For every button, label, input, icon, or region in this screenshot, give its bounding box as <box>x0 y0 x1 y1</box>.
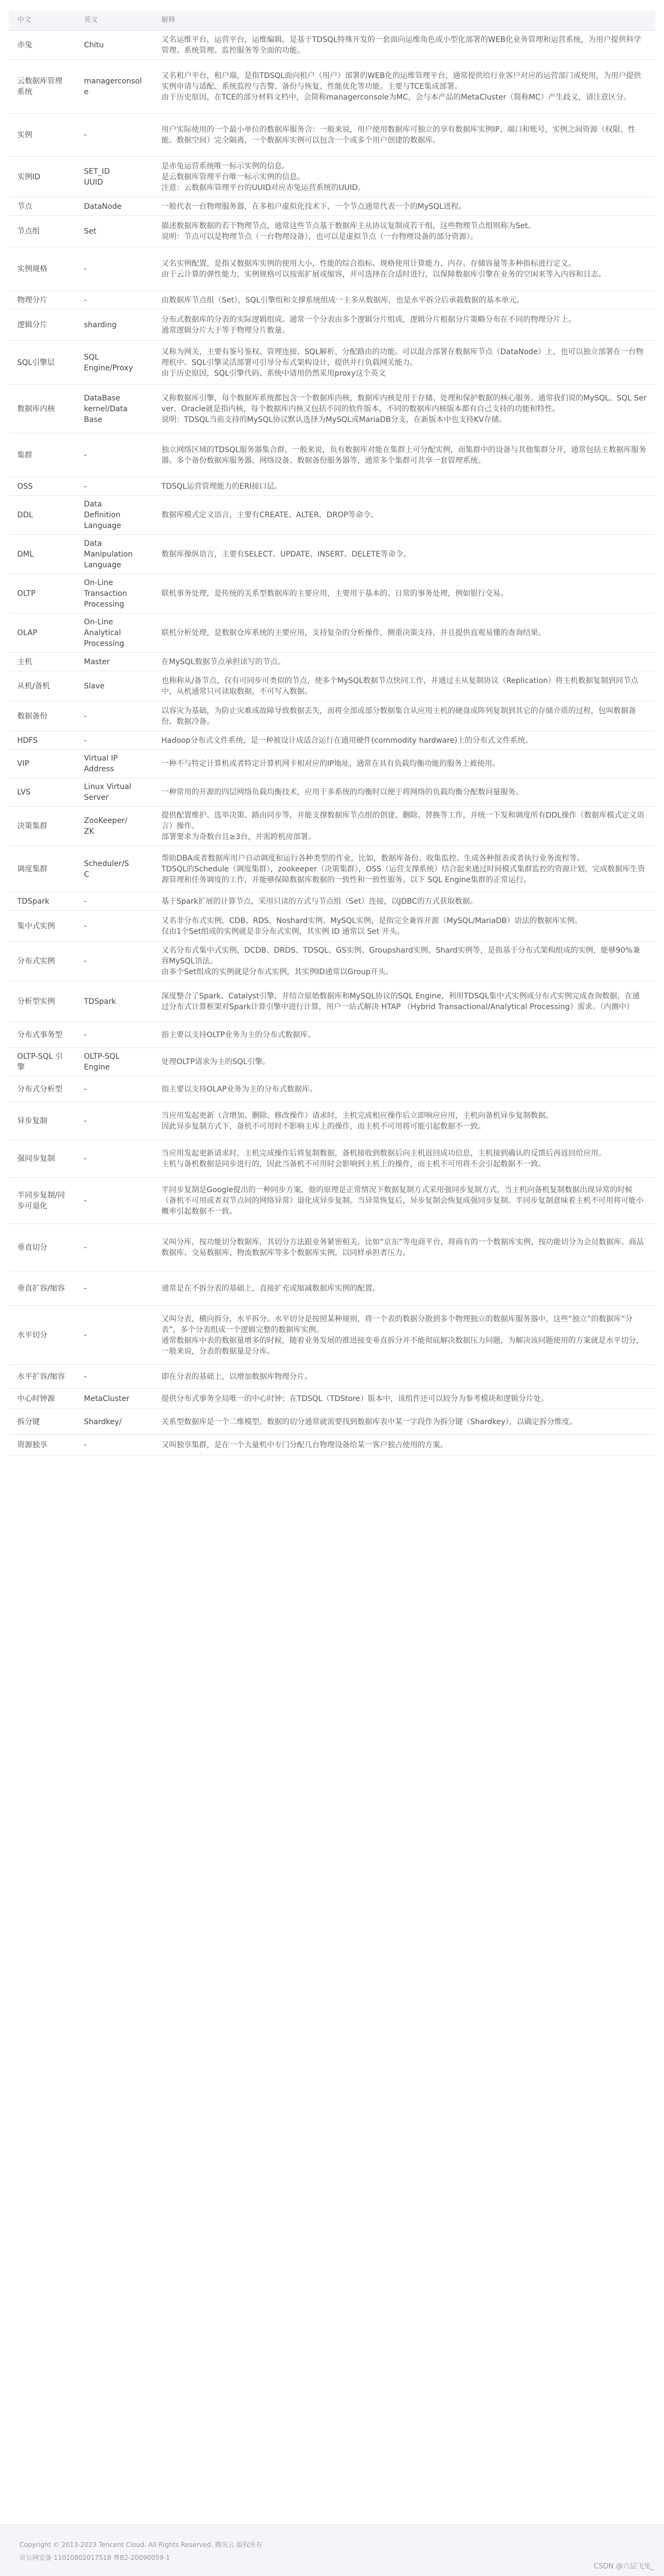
english-cell: - <box>75 433 153 477</box>
english-cell: - <box>75 1306 153 1365</box>
explanation-line: TDSQL运营管理能力的ERI接口层。 <box>161 482 282 491</box>
explanation-line: 通常逻辑分片大于等于物理分片数量。 <box>161 326 289 335</box>
copyright-text: Copyright © 2013-2023 Tencent Cloud. All Rights Reserved. 腾讯云 版权所有 <box>19 2541 263 2549</box>
table-row <box>9 750 655 778</box>
table-row <box>9 1178 655 1224</box>
explanation-line: 一般代表一台物理服务器，在多租户虚拟化技术下，一个节点通常代表一个的MySQL进程。 <box>161 202 467 211</box>
explanation-cell <box>153 750 655 778</box>
term-cell: HDFS <box>9 731 75 750</box>
table-row <box>9 1435 655 1455</box>
table-row <box>9 911 655 942</box>
explanation-line: 由数据库节点组（Set），SQL引擎组和支撑系统组成一主多从数据库，也是水平拆分后承载数据的基本单元。 <box>161 295 524 305</box>
explanation-line: 帮助DBA或者数据库用户自动调度和运行各种类型的作业，比如，数据库备份、收集监控、生成各种报表或者执行业务流程等。 <box>161 854 584 863</box>
explanation-line: 仅由1个Set组成的实例就是非分布式实例，其实例 ID 通常以 Set 开头。 <box>161 927 405 936</box>
explanation-line: 部署要求为奇数台且≥3台，并需跨机房部署。 <box>161 833 316 841</box>
table-row <box>9 31 655 60</box>
explanation-line: 通常是在不拆分表的基础上，直接扩充或缩减数据库实例的配置。 <box>161 1284 380 1293</box>
english-cell: - <box>75 247 153 291</box>
explanation-cell <box>153 247 655 291</box>
table-row <box>9 701 655 731</box>
english-cell: ZooKeeper/ ZK <box>75 807 153 846</box>
english-cell: - <box>75 291 153 309</box>
explanation-line: 联机分析处理，是数据仓库系统的主要应用，支持复杂的分析操作，侧重决策支持，并且提供直观易懂的查询结果。 <box>161 629 546 637</box>
explanation-line: 又称数据库引擎，每个数据库系统都包含一个数据库内核，数据库内核是用于存储、处理和保护数据的核心服务。通常我们说的MySQL、SQL Server、Oracle就是指内核，每个数据库内核又包括不同的软件版本，不同的数据库内核版本都有自己支持的功能和特性。 <box>161 393 647 413</box>
term-cell: 数据备份 <box>9 701 75 731</box>
explanation-line: 因此异步复制方式下，备机不可用时不影响主库上的操作，而主机不可用将可能引起数据不一致。 <box>161 1122 485 1131</box>
english-cell: - <box>75 1178 153 1224</box>
explanation-cell <box>153 114 655 157</box>
english-cell: - <box>75 1140 153 1178</box>
explanation-cell <box>153 653 655 671</box>
explanation-line: TDSQL的Schedule（调度集群），zookeeper（决策集群），OSS（运营支撑系统）结合起来通过时间模式集群监控的资源计划，完成数据库生资源管理和任务调度的工作，并能够保障数据库数据的一致性和一致性服务。以下 SQL Engine集群的正常运行。 <box>161 864 645 884</box>
english-cell: - <box>75 892 153 911</box>
term-cell: TDSpark <box>9 892 75 911</box>
explanation-cell <box>153 1048 655 1076</box>
explanation-cell <box>153 731 655 750</box>
table-row <box>9 496 655 535</box>
table-row <box>9 198 655 216</box>
explanation-cell <box>153 1140 655 1178</box>
english-cell: DataBase kernel/Data Base <box>75 385 153 433</box>
explanation-cell <box>153 433 655 477</box>
explanation-line: 由于历史原因，在TCE的部分材料文档中，会简称managerconsole为MC，会与本产品的MetaCluster（简称MC）产生歧义，请注意区分。 <box>161 93 631 102</box>
table-row <box>9 433 655 477</box>
explanation-line: 由于历史原因，SQL引擎代码、系统中请用仍然采用proxy这个英文 <box>161 369 386 378</box>
table-row <box>9 1306 655 1365</box>
explanation-line: 独立网络区域的TDSQL服务器集合群，一般来说，负有数据库对能在集群上可分配实例，而集群中的设备与其他集群分开，通常包括主数据库服务器、多个备份数据库服务器、网络设备、数据备份服务器等，通常多个集群可共享一套管理系统。 <box>161 445 647 465</box>
table-row <box>9 1048 655 1076</box>
explanation-line: 半同步复制是Google提出的一种同步方案，他的原理是正常情况下数据复制方式采用强同步复制方式，当主机向备机复制数据出现异常的时候（备机不可用或者双节点间的网络异常）退化成异步复制。当异常恢复后，异步复制会恢复成强同步复制。半同步复制意味着主机不可用将可能小概率引起数据不一致。 <box>161 1185 644 1216</box>
explanation-cell <box>153 1076 655 1102</box>
explanation-cell <box>153 892 655 911</box>
english-cell: managerconsole <box>75 60 153 114</box>
icp-license-text: 京公网安备 11010802017518 粤B2-20090059-1 <box>19 2554 170 2561</box>
term-cell: 集中式实例 <box>9 911 75 942</box>
watermark-text: CSDN @六层飞兔_ <box>594 2563 654 2571</box>
english-cell: - <box>75 731 153 750</box>
term-cell: DML <box>9 535 75 574</box>
english-cell: Slave <box>75 671 153 701</box>
english-cell: DataNode <box>75 198 153 216</box>
term-cell: 中心时钟源 <box>9 1389 75 1409</box>
explanation-line: 处理OLTP请求为主的SQL引擎。 <box>161 1058 270 1066</box>
english-cell: OLTP-SQL Engine <box>75 1048 153 1076</box>
table-row <box>9 846 655 892</box>
table-row <box>9 981 655 1022</box>
table-row <box>9 291 655 309</box>
english-cell: - <box>75 1102 153 1140</box>
explanation-line: 又名运维平台，运营平台，运维编辑，是基于TDSQL特殊开发的一套面向运维角色或小型化部署的WEB化业务管理和运营系统，为用户提供科学管理、系统管理、监控服务等全面的功能。 <box>161 35 641 55</box>
english-cell: - <box>75 1022 153 1048</box>
english-cell: On-Line Analytical Processing <box>75 614 153 653</box>
table-row <box>9 671 655 701</box>
term-cell: VIP <box>9 750 75 778</box>
explanation-cell <box>153 1271 655 1306</box>
explanation-cell <box>153 981 655 1022</box>
english-cell: - <box>75 1435 153 1455</box>
term-cell: 垂直扩容/缩容 <box>9 1271 75 1306</box>
explanation-cell <box>153 157 655 198</box>
column-header-chinese: 中文 <box>9 11 75 31</box>
english-cell: sharding <box>75 309 153 341</box>
english-cell: On-Line Transaction Processing <box>75 574 153 614</box>
glossary-table <box>9 11 655 1455</box>
explanation-line: 当应用发起更新（含增加、删除、修改操作）请求时，主机完成相应操作后立即响应应用，主机向备机异步复制数据。 <box>161 1111 553 1120</box>
explanation-line: 由多个Set组成的实例就是分布式实例，其实例ID通常以Group开头。 <box>161 968 393 976</box>
explanation-cell <box>153 1389 655 1409</box>
english-cell: - <box>75 701 153 731</box>
explanation-cell <box>153 671 655 701</box>
term-cell: SQL引擎层 <box>9 341 75 385</box>
explanation-cell <box>153 1365 655 1389</box>
explanation-cell <box>153 614 655 653</box>
term-cell: 分布式事务型 <box>9 1022 75 1048</box>
explanation-line: 联机事务处理，是传统的关系型数据库的主要应用，主要用于基本的、日常的事务处理，例如银行交易。 <box>161 589 508 598</box>
explanation-line: 是赤兔运营系统唯一标示实例的信息。 <box>161 161 289 171</box>
explanation-cell <box>153 1435 655 1455</box>
explanation-line: 关系型数据库是一个二维模型，数据的切分通常就需要找到数据库表中某一字段作为拆分键（Shardkey），以确定拆分维度。 <box>161 1417 577 1426</box>
explanation-line: 又名实例配置，是指又数据库实例的使用大小，性能的综合指标。规格使用计算能力、内存、存储容量等多种指标进行定义。 <box>161 259 576 268</box>
explanation-cell <box>153 778 655 807</box>
table-row <box>9 942 655 981</box>
term-cell: 实例规格 <box>9 247 75 291</box>
explanation-cell <box>153 1102 655 1140</box>
term-cell: 水平扩容/缩容 <box>9 1365 75 1389</box>
english-cell: TDSpark <box>75 981 153 1022</box>
table-row <box>9 1389 655 1409</box>
table-row <box>9 341 655 385</box>
explanation-line: 通常数据库中表的数据量增多的时候，随着业务发展的推进接变垂直拆分并不能彻底解决数据压力问题，为解决该问题使用的方案就是水平切分，一般来说，分表的数据量是分库。 <box>161 1336 644 1356</box>
english-cell: Virtual IP Address <box>75 750 153 778</box>
table-row <box>9 60 655 114</box>
explanation-line: 由于云计算的弹性能力，实例规格可以按需扩展或缩容，并可选择在合适时进行，以保障数据库引擎在业务的空闲来等入内容和日志。 <box>161 270 606 279</box>
table-row <box>9 778 655 807</box>
english-cell: Set <box>75 216 153 247</box>
explanation-line: 注意：云数据库管理平台的UUID对应赤兔运营系统的UUID。 <box>161 183 365 192</box>
term-cell: 强同步复制 <box>9 1140 75 1178</box>
term-cell: 实例 <box>9 114 75 157</box>
term-cell: OLTP-SQL 引擎 <box>9 1048 75 1076</box>
explanation-line: 数据库操纵语言，主要有SELECT、UPDATE、INSERT、DELETE等命令。 <box>161 550 411 559</box>
term-cell: OSS <box>9 477 75 496</box>
table-row <box>9 1076 655 1102</box>
explanation-line: 说明：TDSQL当前支持的MySQL协议默认选择为MySQL或MariaDB分支，在新版本中也支持KV存储。 <box>161 415 507 424</box>
explanation-cell <box>153 1306 655 1365</box>
term-cell: 垂直切分 <box>9 1224 75 1271</box>
explanation-cell <box>153 291 655 309</box>
table-row <box>9 157 655 198</box>
explanation-cell <box>153 477 655 496</box>
table-row <box>9 614 655 653</box>
explanation-line: 指主要以支持OLAP业务为主的分布式数据库。 <box>161 1085 317 1094</box>
table-row <box>9 216 655 247</box>
english-cell: - <box>75 1271 153 1306</box>
explanation-line: 又名租户平台，租户端，是指TDSQL面向租户（用户）部署的WEB化的运维管理平台，通常提供给行业客户对应的运营部门或使用，为用户提供实例申请与适配、系统监控与告警、备份与恢复、性能优化等功能。主要与TCE集成部署。 <box>161 71 641 91</box>
column-header-english: 英文 <box>75 11 153 31</box>
table-row <box>9 1271 655 1306</box>
explanation-line: 数据库模式定义语言，主要有CREATE、ALTER、DROP等命令。 <box>161 511 378 519</box>
term-cell: DDL <box>9 496 75 535</box>
explanation-line: 即在分表的基础上，以增加数据库物理分片。 <box>161 1372 312 1381</box>
table-row <box>9 1102 655 1140</box>
term-cell: 实例ID <box>9 157 75 198</box>
english-cell: - <box>75 477 153 496</box>
explanation-cell <box>153 1409 655 1435</box>
term-cell: 集群 <box>9 433 75 477</box>
term-cell: OLTP <box>9 574 75 614</box>
explanation-line: Hadoop分布式文件系统，是一种被设计成适合运行在通用硬件(commodity hardware)上的分布式文件系统。 <box>161 736 533 745</box>
table-row <box>9 1140 655 1178</box>
table-row <box>9 807 655 846</box>
english-cell: Linux Virtual Server <box>75 778 153 807</box>
explanation-cell <box>153 341 655 385</box>
explanation-line: 描述数据库数据的若干物理节点，通常这些节点基于数据库主从协议复制成若干组，这些物理节点组则称为Set。 <box>161 221 535 230</box>
explanation-line: 又名分布式集中式实例，DCDB、DRDS、TDSQL、GS实例、Groupshard实例、Shard实例等，是指基于分布式架构组成的实例，能够90%兼容MySQL语法。 <box>161 946 640 966</box>
table-row <box>9 1365 655 1389</box>
term-cell: OLAP <box>9 614 75 653</box>
explanation-line: 又叫分库，按功能切分数据库，其切分方法跟业务紧密相关。比如“京东”等电商平台，将商有的一个数据库实例，按功能切分为会员数据库、商品数据库、交易数据库、物流数据库等多个数据库实例，以同样承担者压力。 <box>161 1237 644 1257</box>
site-footer <box>0 2524 664 2576</box>
english-cell: Shardkey/ <box>75 1409 153 1435</box>
term-cell: 赤兔 <box>9 31 75 60</box>
explanation-line: 以容灾为基础，为防止灾难或故障导致数据丢失，而将全部或部分数据集合从应用主机的硬盘或阵列复制到其它的存储介质的过程，包叫数据备份、数据冷备。 <box>161 706 636 726</box>
table-row <box>9 1022 655 1048</box>
table-row <box>9 1409 655 1435</box>
explanation-cell <box>153 846 655 892</box>
explanation-cell <box>153 60 655 114</box>
term-cell: 决策集群 <box>9 807 75 846</box>
term-cell: 拆分键 <box>9 1409 75 1435</box>
term-cell: 节点组 <box>9 216 75 247</box>
table-row <box>9 1224 655 1271</box>
english-cell: - <box>75 114 153 157</box>
english-cell: MetaCluster <box>75 1389 153 1409</box>
explanation-line: 又名非分布式实例，CDB、RDS、Noshard实例、MySQL实例，是指完全兼容开源（MySQL/MariaDB）语法的数据库实例。 <box>161 916 582 925</box>
english-cell: - <box>75 1224 153 1271</box>
explanation-cell <box>153 309 655 341</box>
term-cell: 主机 <box>9 653 75 671</box>
explanation-line: 提供配置维护、选举决策、路由同步等，并能支撑数据库节点组的创建、删除、替换等工作，并统一下发和调度所有DDL操作（数据库模式定义语言）操作。 <box>161 811 645 830</box>
table-row <box>9 114 655 157</box>
term-cell: 从机/备机 <box>9 671 75 701</box>
table-row <box>9 477 655 496</box>
table-row <box>9 247 655 291</box>
english-cell: - <box>75 1365 153 1389</box>
explanation-line: 指主要以支持OLTP业务为主的分布式数据库。 <box>161 1030 315 1039</box>
table-row <box>9 385 655 433</box>
glossary-body <box>9 31 655 1455</box>
explanation-line: 又叫独享集群，是在一个大量机中专门分配几台物理设备给某一客户独占使用的方案。 <box>161 1440 448 1449</box>
table-row <box>9 892 655 911</box>
term-cell: 资源独享 <box>9 1435 75 1455</box>
explanation-cell <box>153 574 655 614</box>
explanation-cell <box>153 385 655 433</box>
english-cell: Master <box>75 653 153 671</box>
term-cell: 物理分片 <box>9 291 75 309</box>
explanation-cell <box>153 535 655 574</box>
term-cell: 分布式实例 <box>9 942 75 981</box>
explanation-cell <box>153 701 655 731</box>
explanation-cell <box>153 198 655 216</box>
english-cell: Data Definition Language <box>75 496 153 535</box>
term-cell: 异步复制 <box>9 1102 75 1140</box>
explanation-line: 提供分布式事务全局唯一的中心时钟；在TDSQL（TDStore）版本中，该组件还可以较分为参考模块和逻辑分片处。 <box>161 1394 549 1403</box>
explanation-line: 又称为网关，主要有鉴号鉴权、管理连接、SQL解析、分配路由的功能。可以混合部署在数据库节点（DataNode）上，也可以独立部署在一台物理机中。SQL引擎灵活部署可引导分布式架构设计，提供并行负载网关能力。 <box>161 347 644 367</box>
table-row <box>9 535 655 574</box>
explanation-line: 用户实际使用的一个最小单位的数据库服务合：一般来说，用户使用数据库可独立的享有数据库实例IP、端口和账号，实例之间资源（权限、性能、数据空间）完全隔离，一个数据库实例可以包含一个或多个用户创建的数据库。 <box>161 125 635 145</box>
explanation-line: 也称称从/备节点，仅有可同步可类似的节点，使多个MySQL数据节点快同工作，并通过主从复制协议（Replication）将主机数据复制到同节点中，从机通常只可读取数据，不可写入数据。 <box>161 676 639 696</box>
english-cell: SET_ID UUID <box>75 157 153 198</box>
table-row <box>9 653 655 671</box>
term-cell: 分析型实例 <box>9 981 75 1022</box>
english-cell: - <box>75 911 153 942</box>
english-cell: Data Manipulation Language <box>75 535 153 574</box>
term-cell: 数据库内核 <box>9 385 75 433</box>
table-row <box>9 309 655 341</box>
column-header-explanation: 解释 <box>153 11 655 31</box>
explanation-line: 一种不与特定计算机或者特定计算机网卡相对应的IP地址，通常在具有负载均衡功能的服务上被使用。 <box>161 759 500 768</box>
english-cell: Scheduler/S C <box>75 846 153 892</box>
explanation-line: 是云数据库管理平台唯一标示实例的信息。 <box>161 172 305 181</box>
term-cell: 分布式分析型 <box>9 1076 75 1102</box>
explanation-cell <box>153 1022 655 1048</box>
term-cell: 节点 <box>9 198 75 216</box>
table-header-row <box>9 11 655 31</box>
english-cell: SQL Engine/Proxy <box>75 341 153 385</box>
explanation-cell <box>153 216 655 247</box>
explanation-line: 说明：节点可以是物理节点（一台物理设备），也可以是虚拟节点（一台物理设备的部分资源）。 <box>161 232 478 241</box>
explanation-line: 在MySQL数据节点承担读写的节点。 <box>161 657 286 666</box>
term-cell: 调度集群 <box>9 846 75 892</box>
term-cell: 水平切分 <box>9 1306 75 1365</box>
explanation-line: 分布式数据库的分表的实际逻辑组成。通常一个分表由多个逻辑分片组成，逻辑分片根据分片策略分布在不同的物理分片上。 <box>161 315 576 324</box>
table-row <box>9 731 655 750</box>
explanation-line: 当应用发起更新请求时，主机完成操作后将复制数据，备机接收到数据后向主机返回成功信息，主机接到确认的反馈后再返回给应用。 <box>161 1149 606 1158</box>
explanation-line: 主机与备机数据是同步进行的，因此当备机不可用时会影响到主机上的操作，而主机不可用将不会引起数据不一致。 <box>161 1159 546 1169</box>
english-cell: Chitu <box>75 31 153 60</box>
explanation-cell <box>153 911 655 942</box>
explanation-line: 深度整合了Spark、Catalyst引擎，并结合原始数据库和MySQL协议的SQL Engine，利用TDSQL集中式实例或分布式实例完成查询数据，在通过分布式计算框架对Spark计算引擎中进行计算，用户一站式解决 HTAP （Hybrid Transactional/Analytical Processing）需求。（内测中） <box>161 991 640 1011</box>
explanation-line: 又叫分表，横向拆分，水平拆分。水平切分是按照某种规则，将一个表的数据分散到多个物理独立的数据库服务器中，这些“独立”的数据库“分表”，多个分表组成一个逻辑完整的数据库实例。 <box>161 1314 633 1334</box>
english-cell: - <box>75 1076 153 1102</box>
table-row <box>9 574 655 614</box>
explanation-cell <box>153 496 655 535</box>
explanation-cell <box>153 942 655 981</box>
explanation-cell <box>153 807 655 846</box>
explanation-line: 一种常用的开源的四层网络负载均衡技术，应用于多系统的均衡时以便于将网络的负载均衡分配数问量服务。 <box>161 788 523 797</box>
explanation-cell <box>153 31 655 60</box>
explanation-cell <box>153 1178 655 1224</box>
term-cell: 逻辑分片 <box>9 309 75 341</box>
explanation-line: 基于Spark扩展的计算节点，采用只读的方式与节点组（Set）连接，以JDBC的方式获取数据。 <box>161 897 478 906</box>
term-cell: LVS <box>9 778 75 807</box>
explanation-cell <box>153 1224 655 1271</box>
term-cell: 半同步复制/同步可退化 <box>9 1178 75 1224</box>
english-cell: - <box>75 942 153 981</box>
term-cell: 云数据库管理系统 <box>9 60 75 114</box>
